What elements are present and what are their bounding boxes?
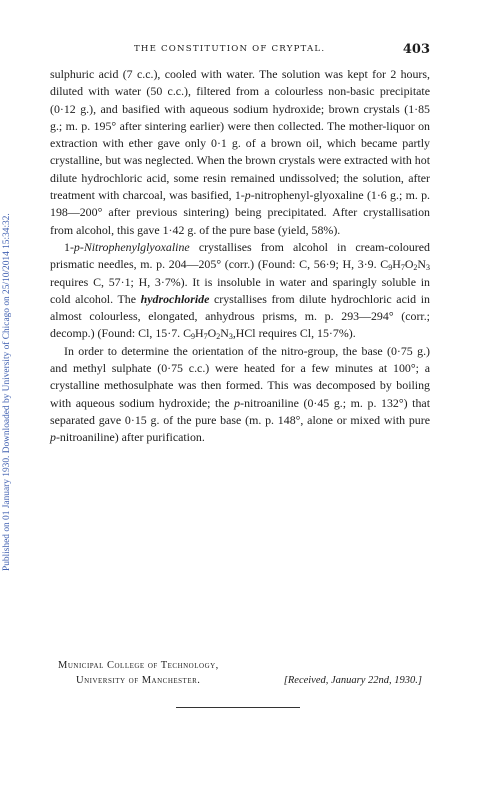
signature-block	[50, 658, 430, 688]
institution-name: Municipal College of Technology,	[58, 660, 219, 671]
running-title: THE CONSTITUTION OF CRYPTAL.	[134, 44, 326, 54]
article-body	[50, 66, 430, 447]
running-header	[50, 44, 430, 62]
download-notice[interactable]: Published on 01 January 1930. Downloaded by University of Chicago on 25/10/2014 15:34:32.	[2, 213, 12, 571]
received-date: [Received, January 22nd, 1930.]	[283, 675, 422, 686]
page-number: 403	[402, 42, 430, 57]
paragraph-2: 1-p-Nitrophenylglyoxaline crystallises from alcohol in cream-coloured prismatic needles, m. p. 204—205° (corr.) (Found: C, 56·9; H, 3·9. $C_9H_7O_2N_3$ requires C, 57·1; H, 3·7%). It is insoluble in water and sparingly soluble in cold alcohol. The hydrochloride crystallises from dilute hydrochloric acid in almost colourless, elongated, anhydrous prisms, m. p. 293—294° (corr.; decomp.) (Found: Cl, 15·7. $C_9H_7O_2N_3,HCl$ requires Cl, 15·7%).	[50, 239, 431, 342]
end-rule	[176, 707, 300, 708]
hydrochloride-term: hydrochloride	[140, 291, 210, 306]
university-name: University of Manchester.	[76, 675, 201, 686]
paragraph-3: In order to determine the orientation of the nitro-group, the base (0·75 g.) and methyl sulphate (0·75 c.c.) were heated for a few minutes at 100°; a crystalline methosulphate was then formed. This was decomposed by boiling with aqueous sodium hydroxide; the p-nitroaniline (0·45 g.; m. p. 132°) that separated gave 0·15 g. of the pure base (m. p. 148°, alone or mixed with pure p-nitroaniline) after purification.	[50, 343, 430, 445]
paragraph-1: sulphuric acid (7 c.c.), cooled with water. The solution was kept for 2 hours, diluted with water (50 c.c.), filtered from a colourless non-basic precipitate (0·12 g.), and basified with aqueous sodium hydroxide; brown crystals (1·85 g.; m. p. 195° after sintering earlier) were then collected. The mother-liquor on extraction with ether gave only 0·1 g. of a brown oil, which became partly crystalline, but was neglected. When the brown crystals were extracted with hot dilute hydrochloric acid, some resin remained undissolved; the solution, after treatment with charcoal, was basified, 1-p-nitrophenyl-glyoxaline (1·6 g.; m. p. 198—200° after previous sintering) being precipitated. After crystallisation from alcohol, this gave 1·42 g. of the pure base (yield, 58%).	[50, 67, 430, 237]
